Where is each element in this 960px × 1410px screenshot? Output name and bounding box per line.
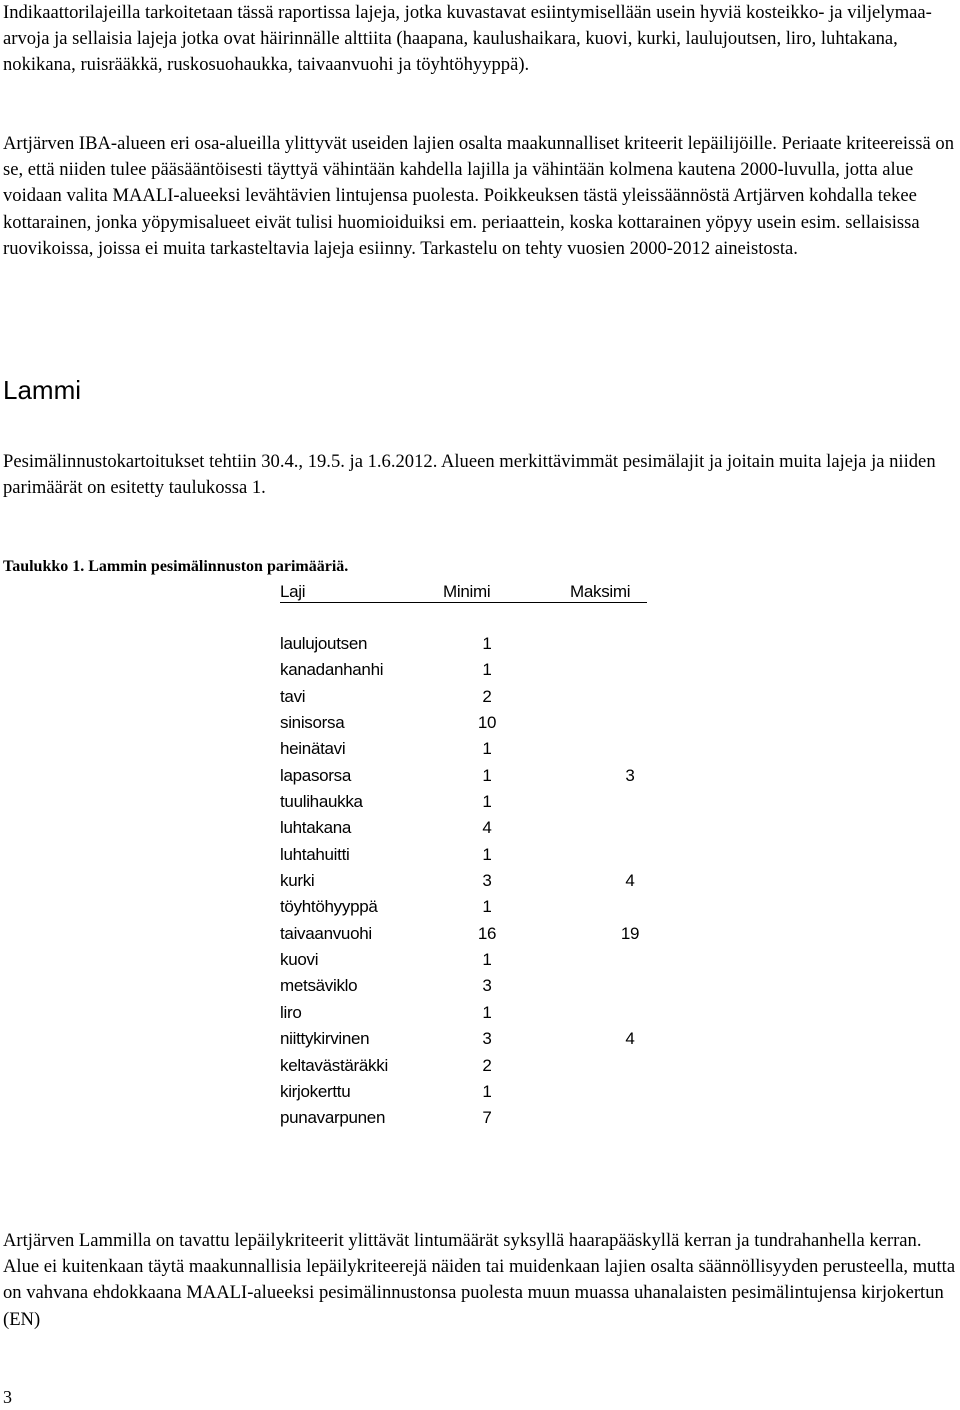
species-cell: taivaanvuohi	[280, 923, 372, 943]
table-row	[0, 1079, 960, 1105]
minimum-cell: 1	[482, 634, 492, 653]
table-row	[0, 710, 960, 736]
page-number: 3	[3, 1387, 12, 1407]
maximum-cell: 4	[625, 871, 635, 891]
table-header-row	[0, 580, 960, 604]
table-row	[0, 763, 960, 789]
table-row	[0, 868, 960, 894]
species-cell: lapasorsa	[280, 765, 352, 785]
minimum-cell: 1	[482, 739, 492, 759]
species-cell: niittykirvinen	[280, 1029, 370, 1049]
column-header-minimum: Minimi	[443, 582, 491, 601]
table-row	[0, 973, 960, 999]
table-row	[0, 947, 960, 973]
species-cell: töyhtöhyyppä	[280, 897, 378, 917]
minimum-cell: 1	[482, 765, 492, 785]
maximum-cell: 19	[620, 923, 640, 943]
column-header-species: Laji	[280, 582, 306, 601]
minimum-cell: 7	[482, 1108, 492, 1128]
table-caption: Taulukko 1. Lammin pesimälinnuston parimääriä.	[3, 558, 349, 575]
section-heading-lammi: Lammi	[3, 375, 82, 405]
table-row	[0, 1105, 960, 1131]
minimum-cell: 1	[482, 792, 492, 812]
minimum-cell: 1	[482, 1002, 492, 1022]
minimum-cell: 4	[482, 818, 492, 838]
table-row	[0, 894, 960, 920]
species-cell: liro	[280, 1002, 302, 1022]
minimum-cell: 3	[482, 976, 492, 996]
table-body	[0, 631, 960, 1132]
minimum-cell: 1	[482, 1081, 492, 1101]
minimum-cell: 16	[477, 923, 497, 943]
species-cell: kuovi	[280, 950, 319, 970]
column-header-maximum: Maksimi	[570, 582, 631, 601]
minimum-cell: 2	[482, 686, 492, 706]
paragraph-lammi-survey: Pesimälinnustokartoitukset tehtiin 30.4., 19.5. ja 1.6.2012. Alueen merkittävimmät pesimälajit ja joitain muita lajeja ja niiden parimäärät on esitetty taulukossa 1.	[3, 451, 936, 499]
table-row	[0, 921, 960, 947]
table-row	[0, 815, 960, 841]
header-underline	[280, 602, 647, 603]
species-cell: kirjokerttu	[280, 1081, 351, 1101]
table-row	[0, 657, 960, 683]
paragraph-resting-criteria: Artjärven IBA-alueen eri osa-alueilla ylittyvät useiden lajien osalta maakunnalliset kriteerit lepäilijöille. Periaate kriteereissä on se, että niiden tulee pääsääntöisesti täyttyä vähintään kahdella lajilla ja vähintään kolmena kautena 2000-luvulla, jotta alue voidaan valita MAALI-alueeksi levähtävien lintujensa puolesta. Poikkeuksen tästä yleissäännöstä Artjärven kohdalla tekee kottarainen, jonka yöpymisalueet eivät tulisi huomioiduiksi em. periaattein, koska kottarainen yöpyy usein esim. sellaisissa ruovikoissa, joissa ei muita tarkasteltavia lajeja esiinny. Tarkastelu on tehty vuosien 2000-2012 aineistosta.	[3, 133, 955, 259]
paragraph-indicator-species: Indikaattorilajeilla tarkoitetaan tässä raportissa lajeja, jotka kuvastavat esiintymisellään usein hyviä kosteikko- ja viljelymaa-arvoja ja sellaisia lajeja jotka ovat häirinnälle alttiita (haapana, kaulushaikara, kuovi, kurki, laulujoutsen, liro, luhtakana, nokikana, ruisrääkkä, ruskosuohaukka, taivaanvuohi ja töyhtöhyyppä).	[3, 2, 932, 76]
species-cell: laulujoutsen	[280, 634, 368, 653]
species-cell: metsäviklo	[280, 976, 358, 996]
minimum-cell: 1	[482, 660, 492, 680]
maximum-cell: 4	[625, 1029, 635, 1049]
table-row	[0, 789, 960, 815]
species-cell: sinisorsa	[280, 713, 345, 733]
species-cell: heinätavi	[280, 739, 346, 759]
minimum-cell: 3	[482, 1029, 492, 1049]
species-cell: keltavästäräkki	[280, 1055, 388, 1075]
species-cell: luhtakana	[280, 818, 352, 838]
minimum-cell: 2	[482, 1055, 492, 1075]
table-row	[0, 736, 960, 762]
minimum-cell: 1	[482, 844, 492, 864]
species-cell: luhtahuitti	[280, 844, 350, 864]
table-row	[0, 1026, 960, 1052]
table-row	[0, 1053, 960, 1079]
minimum-cell: 1	[482, 950, 492, 970]
species-cell: kanadanhanhi	[280, 660, 384, 680]
paragraph-lammi-resting: Artjärven Lammilla on tavattu lepäilykriteerit ylittävät lintumäärät syksyllä haarapääskyllä kerran ja tundrahanhella kerran. Alue ei kuitenkaan täytä maakunnallisia lepäilykriteerejä näiden tai muidenkaan lajien osalta säännöllisyyden perusteella, mutta on vahvana ehdokkaana MAALI-alueeksi pesimälinnustonsa puolesta muun muassa uhanalaisten pesimälintujensa kirjokertun (EN)	[3, 1230, 956, 1330]
species-cell: punavarpunen	[280, 1108, 386, 1128]
table-row	[0, 631, 960, 657]
maximum-cell: 3	[625, 765, 635, 785]
minimum-cell: 10	[477, 713, 497, 733]
minimum-cell: 1	[482, 897, 492, 917]
minimum-cell: 3	[482, 871, 492, 891]
table-row	[0, 842, 960, 868]
species-cell: kurki	[280, 871, 315, 891]
species-cell: tavi	[280, 686, 306, 706]
table-row	[0, 1000, 960, 1026]
table-row	[0, 684, 960, 710]
species-cell: tuulihaukka	[280, 792, 363, 812]
